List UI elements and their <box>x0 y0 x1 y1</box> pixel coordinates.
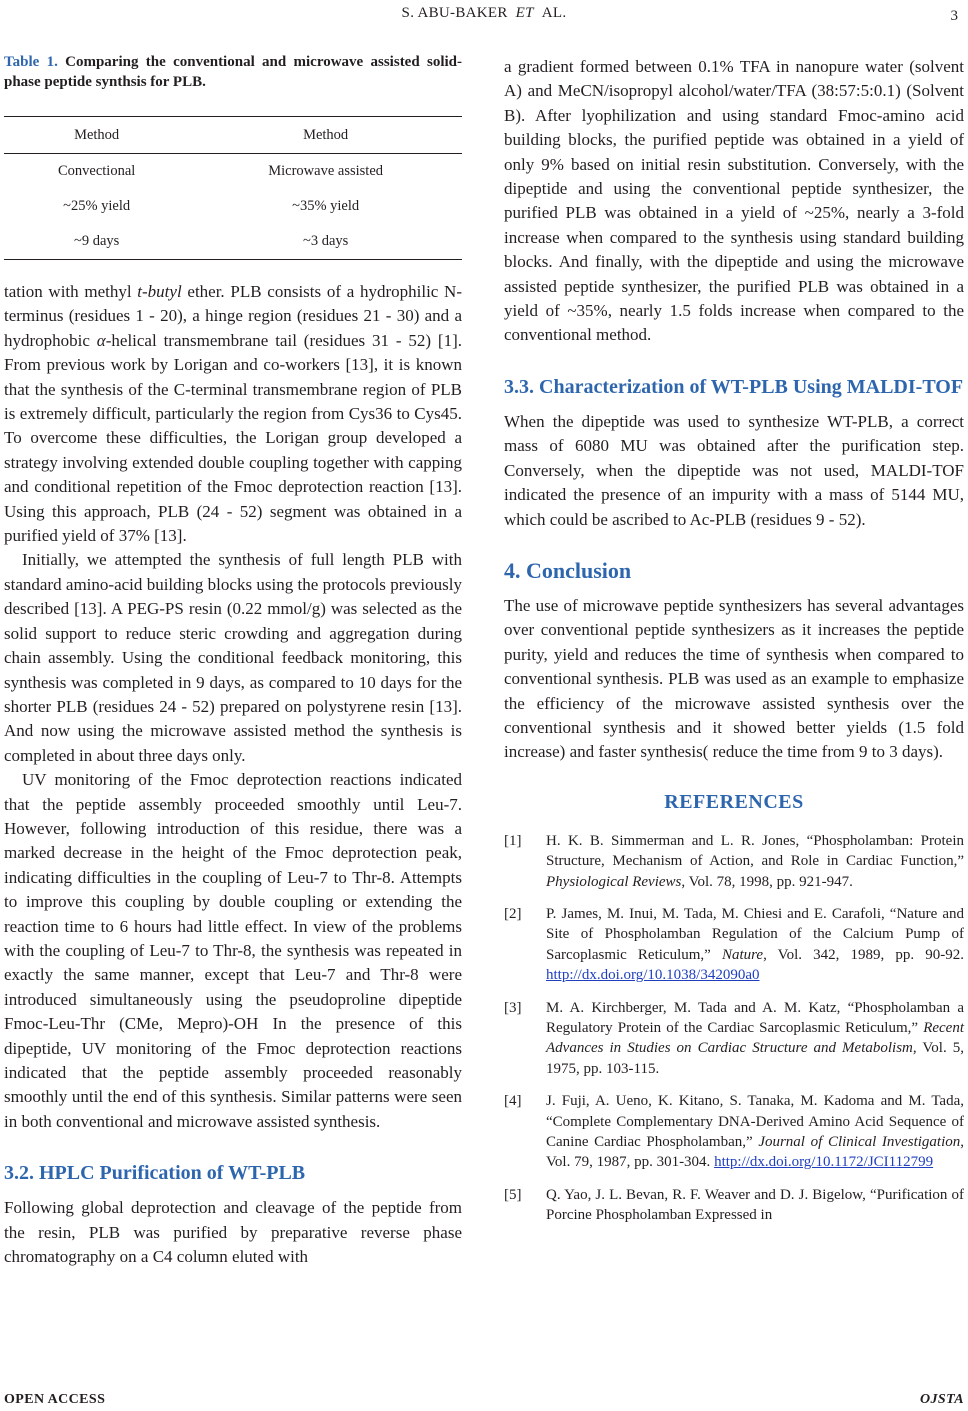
reference-journal: Journal of Clinical Investigation <box>758 1134 961 1151</box>
text-run: -helical transmembrane tail (residues 31 - 52) [1]. From previous work by Lorigan and co-workers [13], it is known that the synthesis of the C-terminal transmembrane region of PLB is extremely difficult, particularly the region from Cys36 to Cys45. To overcome these difficulties, the Lorigan group developed a strategy involving extended double coupling together with capping and conditional repetition of the Fmoc deprotection reaction [13]. Using this approach, PLB (24 - 52) segment was obtained in a purified yield of 37% [13]. <box>4 330 462 546</box>
reference-text: M. A. Kirchberger, M. Tada and A. M. Katz, “Phospholamban a Regulatory Protein of the Cardiac Sarcoplasmic Reticulum,” <box>546 999 964 1036</box>
table-row <box>4 224 462 260</box>
reference-text: , Vol. 342, 1989, pp. 90-92. <box>763 946 964 963</box>
reference-number: [1] <box>504 832 522 849</box>
reference-text: P. James, M. Inui, M. Tada, M. Chiesi and E. Carafoli, “Nature and Site of Phospholamban Regulation of the Calcium Pump of Sarcoplasmic Reticulum,” <box>546 905 964 963</box>
reference-number: [3] <box>504 999 522 1016</box>
author-names: S. ABU-BAKER <box>401 5 508 21</box>
footer-open-access: OPEN ACCESS <box>4 1392 106 1407</box>
footer-journal: OJSTA <box>919 1392 964 1407</box>
text-run: ether. PLB consists of a hydrophilic N-terminus (residues 1 - 20), a hinge region (residues 21 - 30) and a hydrophobic <box>4 282 462 350</box>
reference-text: , Vol. 79, 1987, pp. 301-304. <box>546 1134 964 1171</box>
reference-3 <box>504 998 964 1080</box>
table-caption <box>4 52 462 92</box>
paragraph-maldi: When the dipeptide was used to synthesize WT-PLB, a correct mass of 6080 MU was obtained after the purification step. Conversely, when the dipeptide was not used, MALDI-TOF indicated the presence of an impurity with a mass of 5144 MU, which could be ascribed to Ac-PLB (residues 9 - 52). <box>504 411 964 529</box>
table-cell: Convectional <box>57 163 136 179</box>
reference-journal: Nature <box>721 946 764 963</box>
paragraph-gradient: a gradient formed between 0.1% TFA in nanopure water (solvent A) and MeCN/isopropyl alcohol/water/TFA (38:57:5:0.1) (Solvent B). After lyophilization and using standard Fmoc-amino acid building blocks, the purified peptide was obtained in a yield of only 9% based on initial resin substitution. Conversely, with the dipeptide and using the conventional peptide synthesizer, the purified PLB was obtained in a yield of ~25%, nearly a 3-fold increase when compared to the synthesis using standard building blocks. And finally, with the dipeptide and using the microwave assisted peptide synthesizer, the purified PLB was obtained in a yield of ~35%, nearly 1.5 folds increase when compared to the conventional method. <box>504 57 964 345</box>
table-cell: ~25% yield <box>63 198 131 214</box>
table-header-row <box>4 117 462 154</box>
references-heading: REFERENCES <box>664 790 804 813</box>
italic-term: t-butyl <box>137 282 182 301</box>
table-header-cell: Method <box>189 117 462 154</box>
table-cell: Microwave assisted <box>268 163 384 179</box>
page-number: 3 <box>950 8 958 24</box>
table-cell: ~3 days <box>189 224 462 260</box>
right-column <box>504 55 964 1238</box>
reference-number: [5] <box>504 1186 522 1203</box>
table-header-cell: Method <box>4 117 189 154</box>
et: ET <box>515 5 534 21</box>
reference-4 <box>504 1091 964 1173</box>
reference-text: J. Fuji, A. Ueno, K. Kitano, S. Tanaka, M. Kadoma and M. Tada, “Complete Complementary DNA-Derived Amino Acid Sequence of Canine Cardiac Phospholamban,” <box>546 1093 964 1151</box>
paragraph-initial-synthesis: Initially, we attempted the synthesis of full length PLB with standard amino-acid building blocks using the protocols previously described [13]. A PEG-PS resin (0.22 mmol/g) was selected as the solid support to reduce steric crowding and aggregation during chain assembly. Using the conditional feedback monitoring, this synthesis was completed in 9 days, as compared to 10 days for the shorter PLB (residues 24 - 52) prepared on polystyrene resin [13]. And now using the microwave assisted method the synthesis is completed in about three days only. <box>4 550 462 765</box>
reference-text: Q. Yao, J. L. Bevan, R. F. Weaver and D. J. Bigelow, “Purification of Porcine Phospholamban Expressed in <box>546 1186 964 1224</box>
table-caption-text: Comparing the conventional and microwave assisted solid-phase peptide synthsis for PLB. <box>4 54 462 90</box>
table-row <box>4 154 462 190</box>
section-heading-4: 4. Conclusion <box>504 557 632 583</box>
reference-2 <box>504 904 964 986</box>
paragraph-conclusion: The use of microwave peptide synthesizers has several advantages over conventional peptide synthesizers as it increases the peptide purity, yield and reduces the time of synthesis when compared to conventional synthesis. PLB was used as an example to emphasize the efficiency of the microwave assisted synthesis over the conventional synthesis and it showed better yields (1.5 fold increase) and faster synthesis( reduce the time from 9 to 3 days). <box>504 595 964 762</box>
page-footer <box>0 1392 968 1411</box>
paragraph-hplc: Following global deprotection and cleavage of the peptide from the resin, PLB was purified by preparative reverse phase chromatography on a C4 column eluted with <box>4 1198 462 1267</box>
reference-text: , Vol. 78, 1998, pp. 921-947. <box>681 873 853 890</box>
section-heading-3-2: 3.2. HPLC Purification of WT-PLB <box>4 1162 306 1185</box>
paragraph-uv-monitoring: UV monitoring of the Fmoc deprotection reactions indicated that the peptide assembly proceeded smoothly until Leu-7. However, following introduction of this residue, there was a marked decrease in the height of the Fmoc deprotection peak, indicating difficulties in the coupling of Leu-7 to Thr-8. Attempts to improve this coupling by double coupling or extending the reaction time to 6 hours had little effect. In view of the problems with the coupling of Leu-7 to Thr-8, the synthesis was repeated in exactly the same manner, except that Leu-7 and Thr-8 were introduced simultaneously using the pseudoproline dipeptide Fmoc-Leu-Thr (CMe, Mepro)-OH In the presence of this dipeptide, UV monitoring of the Fmoc deprotection reactions indicated that the peptide assembly proceeded reasonably smoothly until the end of this synthesis. Similar patterns were seen in both conventional and microwave assisted synthesis. <box>4 770 462 1131</box>
reference-5 <box>504 1185 964 1226</box>
left-column <box>4 52 462 1269</box>
comparison-table <box>4 116 462 260</box>
table-cell: ~35% yield <box>292 198 360 214</box>
reference-number: [4] <box>504 1093 522 1110</box>
reference-text: , Vol. 5, 1975, pp. 103-115. <box>546 1040 964 1077</box>
reference-number: [2] <box>504 905 522 922</box>
text-run: tation with methyl <box>4 282 138 301</box>
running-head-authors <box>0 5 968 22</box>
alpha-symbol: α <box>96 330 106 350</box>
table-cell: ~9 days <box>4 224 189 260</box>
table-row <box>4 189 462 224</box>
reference-1 <box>504 831 964 892</box>
doi-link[interactable]: http://dx.doi.org/10.1038/342090a0 <box>546 967 760 984</box>
table-1 <box>4 116 462 260</box>
table-label: Table 1. <box>4 54 58 70</box>
running-header <box>0 3 968 27</box>
reference-text: H. K. B. Simmerman and L. R. Jones, “Phospholamban: Protein Structure, Mechanism of Action, and Role in Cardiac Function,” <box>546 832 964 870</box>
doi-link[interactable]: http://dx.doi.org/10.1172/JCI112799 <box>714 1154 934 1171</box>
al: AL. <box>541 5 567 21</box>
reference-journal: Physiological Reviews <box>546 873 682 890</box>
paragraph-plb-structure <box>4 280 462 548</box>
section-heading-3-3: 3.3. Characterization of WT-PLB Using MALDI-TOF <box>504 375 964 398</box>
reference-journal: Recent Advances in Studies on Cardiac Structure and Metabolism <box>546 1020 964 1057</box>
